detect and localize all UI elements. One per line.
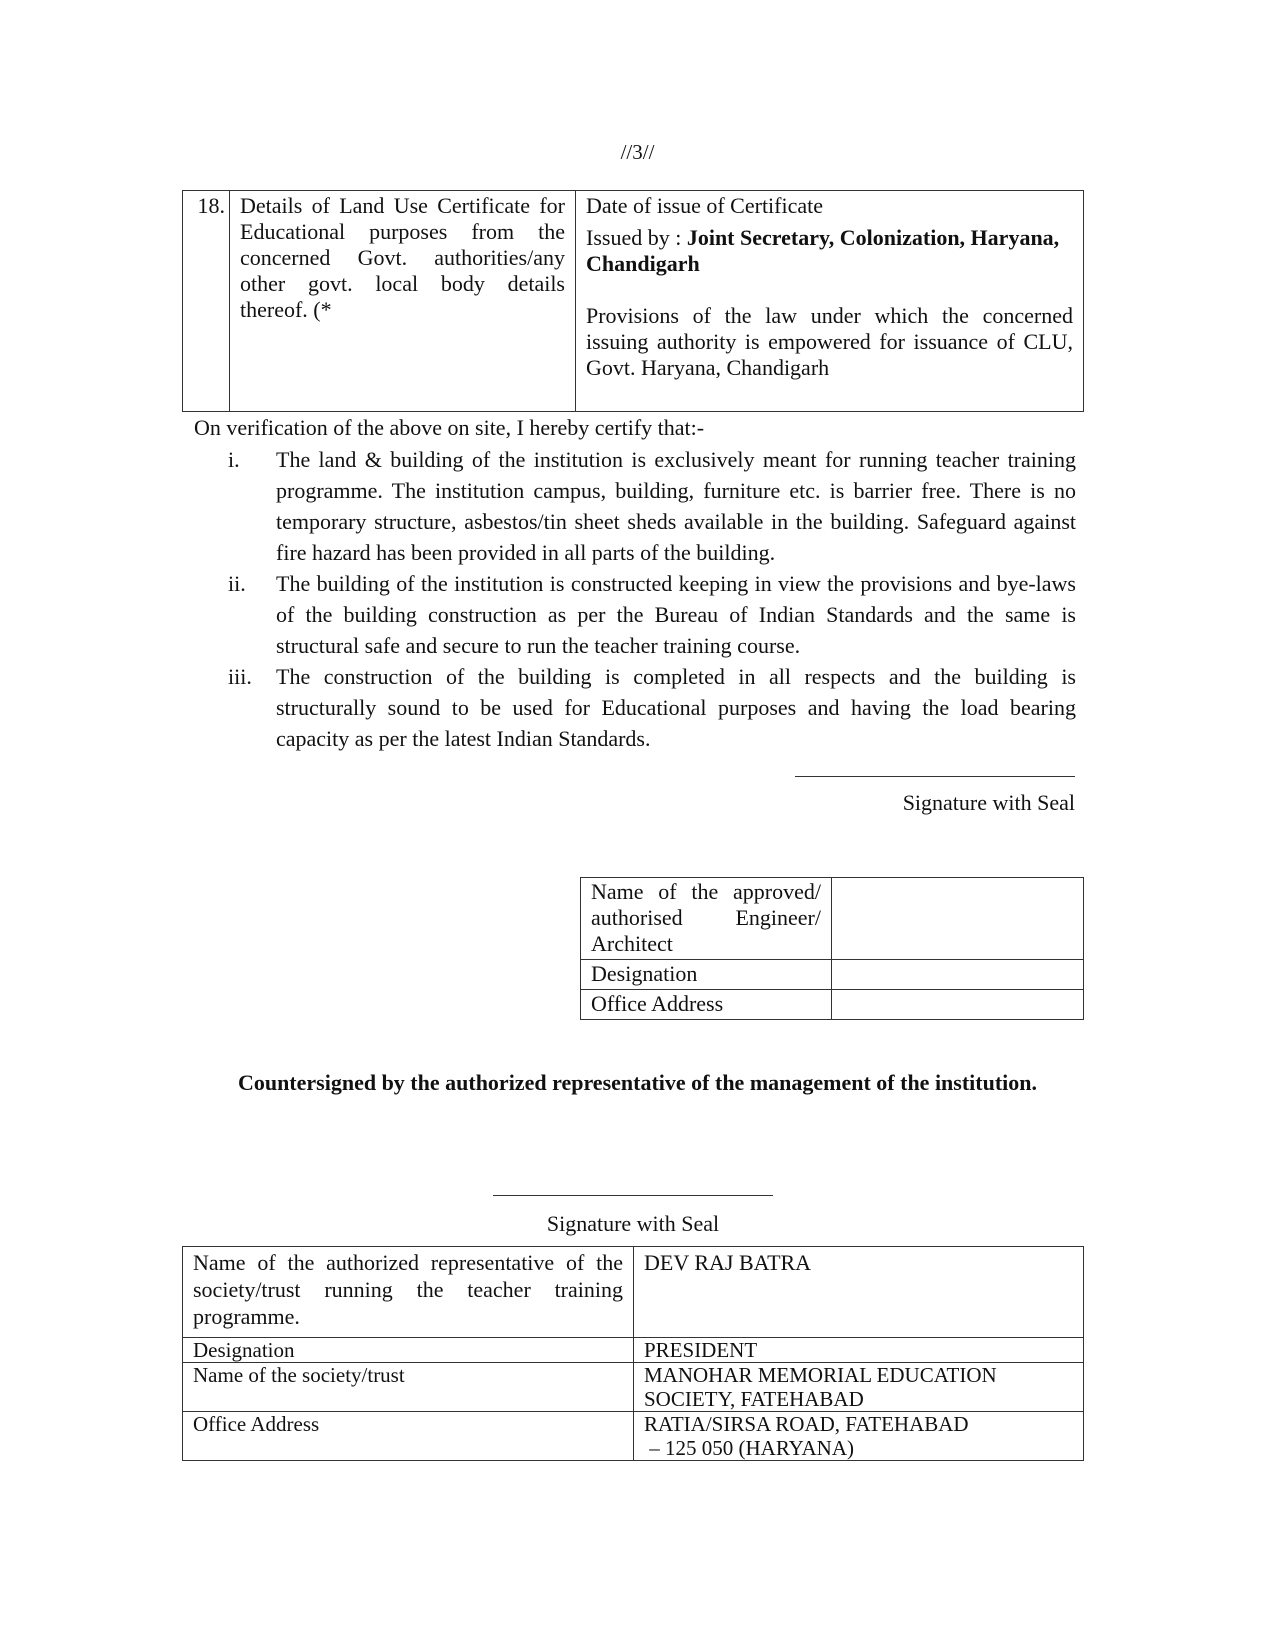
- office-address-line-2: – 125 050 (HARYANA): [644, 1436, 854, 1460]
- list-item-text: The land & building of the institution is exclusively meant for running teacher training programme. The institution campus, building, furniture etc. is barrier free. There is no temporary structure, asbestos/tin sheet sheds available in the building. Safeguard against fire hazard has been provided in all parts of the building.: [276, 447, 1076, 565]
- engineer-signature-line: [795, 776, 1075, 777]
- office-address-value: [634, 1412, 1084, 1461]
- list-item-text: The building of the institution is constructed keeping in view the provisions and bye-laws of the building construction as per the Bureau of Indian Standards and the same is structural safe and secure to run the teacher training course.: [276, 571, 1076, 658]
- item-description: Details of Land Use Certificate for Educational purposes from the concerned Govt. authorities/any other govt. local body details thereof. (*: [230, 191, 576, 412]
- engineer-signature-label: Signature with Seal: [902, 790, 1075, 815]
- engineer-address-value: [832, 990, 1084, 1020]
- representative-designation-value: PRESIDENT: [634, 1338, 1084, 1363]
- issued-by-value: Joint Secretary, Colonization, Haryana, Chandigarh: [586, 225, 1060, 276]
- provisions-text: Provisions of the law under which the concerned issuing authority is empowered for issuance of CLU, Govt. Haryana, Chandigarh: [586, 303, 1073, 380]
- representative-details-table: [182, 1246, 1084, 1461]
- representative-signature-line: [493, 1195, 773, 1196]
- table-row: [581, 960, 1084, 990]
- representative-signature-label: Signature with Seal: [546, 1211, 720, 1236]
- society-name-line-2: SOCIETY, FATEHABAD: [644, 1387, 864, 1411]
- countersigned-heading: Countersigned by the authorized representative of the management of the institution.: [237, 1070, 1038, 1095]
- table-row: [183, 1338, 1084, 1363]
- list-item: [194, 444, 1076, 568]
- list-numeral: i.: [228, 447, 240, 472]
- issued-by-label: Issued by :: [586, 225, 687, 250]
- office-address-line-1: RATIA/SIRSA ROAD, FATEHABAD: [644, 1412, 969, 1436]
- table-row: [183, 1412, 1084, 1461]
- item-number: 18.: [183, 191, 230, 412]
- table-row: [183, 191, 1084, 412]
- engineer-details-table: [580, 877, 1084, 1020]
- certification-list: [194, 444, 1076, 754]
- engineer-name-value: [832, 878, 1084, 960]
- list-item-text: The construction of the building is completed in all respects and the building is structurally sound to be used for Educational purposes and having the load bearing capacity as per the latest Indian Standards.: [276, 664, 1076, 751]
- engineer-designation-label: Designation: [581, 960, 832, 990]
- representative-name-label: Name of the authorized representative of the society/trust running the teacher training programme.: [183, 1247, 634, 1338]
- table-row: [183, 1247, 1084, 1338]
- engineer-name-label: Name of the approved/ authorised Engineer/ Architect: [581, 878, 832, 960]
- list-numeral: iii.: [228, 664, 252, 689]
- land-use-certificate-table: [182, 190, 1084, 412]
- list-numeral: ii.: [228, 571, 246, 596]
- page-number: //3//: [620, 140, 655, 164]
- office-address-label: Office Address: [183, 1412, 634, 1461]
- issued-by: [586, 225, 1073, 277]
- representative-name-value: DEV RAJ BATRA: [634, 1247, 1084, 1338]
- table-row: [581, 990, 1084, 1020]
- society-name-label: Name of the society/trust: [183, 1363, 634, 1412]
- engineer-address-label: Office Address: [581, 990, 832, 1020]
- society-name-value: [634, 1363, 1084, 1412]
- list-item: [194, 568, 1076, 661]
- representative-designation-label: Designation: [183, 1338, 634, 1363]
- society-name-line-1: MANOHAR MEMORIAL EDUCATION: [644, 1363, 997, 1387]
- engineer-designation-value: [832, 960, 1084, 990]
- certificate-info-cell: [576, 191, 1084, 412]
- date-of-issue-label: Date of issue of Certificate: [586, 193, 824, 218]
- table-row: [581, 878, 1084, 960]
- table-row: [183, 1363, 1084, 1412]
- verification-intro: On verification of the above on site, I hereby certify that:-: [194, 415, 705, 440]
- list-item: [194, 661, 1076, 754]
